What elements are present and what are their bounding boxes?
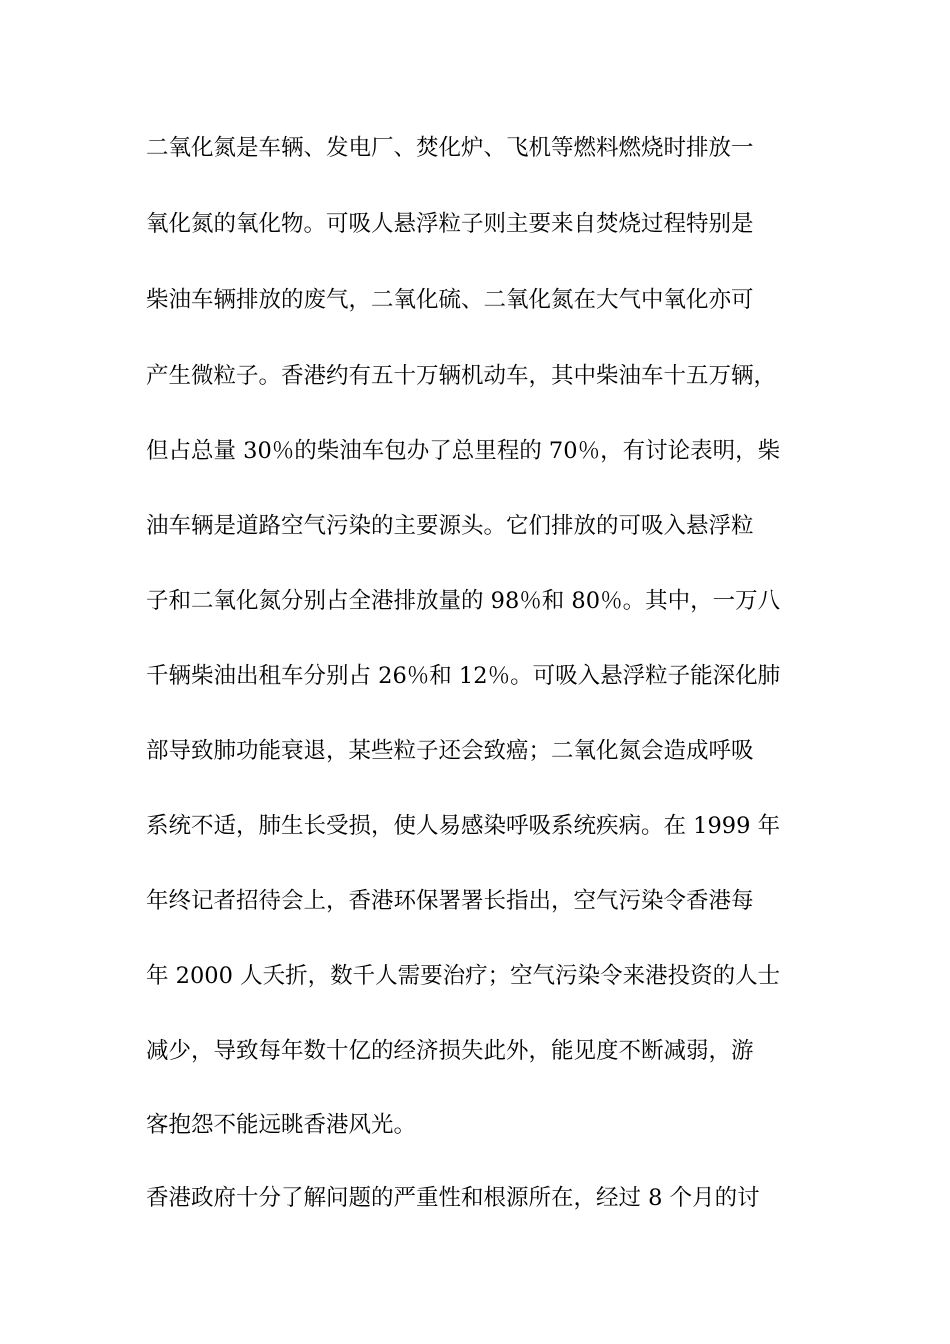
text-line: 年 2000 人夭折，数千人需要治疗；空气污染令来港投资的人士 xyxy=(146,963,781,989)
text-line: 产生微粒子。香港约有五十万辆机动车，其中柴油车十五万辆， xyxy=(146,363,777,389)
text-line: 香港政府十分了解问题的严重性和根源所在，经过 8 个月的讨 xyxy=(146,1185,760,1211)
text-line: 系统不适，肺生长受损，使人易感染呼吸系统疾病。在 1999 年 xyxy=(146,813,781,839)
text-line: 子和二氧化氮分别占全港排放量的 98％和 80％。其中，一万八 xyxy=(146,588,781,614)
text-line: 二氧化氮是车辆、发电厂、焚化炉、飞机等燃料燃烧时排放一 xyxy=(146,135,754,161)
text-line: 减少，导致每年数十亿的经济损失此外，能见度不断减弱，游 xyxy=(146,1038,754,1064)
text-line: 年终记者招待会上，香港环保署署长指出，空气污染令香港每 xyxy=(146,888,754,914)
text-line: 客抱怨不能远眺香港风光。 xyxy=(146,1112,417,1138)
text-line: 油车辆是道路空气污染的主要源头。它们排放的可吸入悬浮粒 xyxy=(146,513,754,539)
text-line: 千辆柴油出租车分别占 26％和 12％。可吸入悬浮粒子能深化肺 xyxy=(146,663,781,689)
text-line: 氧化氮的氧化物。可吸人悬浮粒子则主要来自焚烧过程特别是 xyxy=(146,211,754,237)
text-line: 柴油车辆排放的废气，二氧化硫、二氧化氮在大气中氧化亦可 xyxy=(146,287,754,313)
text-line: 部导致肺功能衰退，某些粒子还会致癌；二氧化氮会造成呼吸 xyxy=(146,738,754,764)
text-line: 但占总量 30％的柴油车包办了总里程的 70％，有讨论表明，柴 xyxy=(146,438,781,464)
